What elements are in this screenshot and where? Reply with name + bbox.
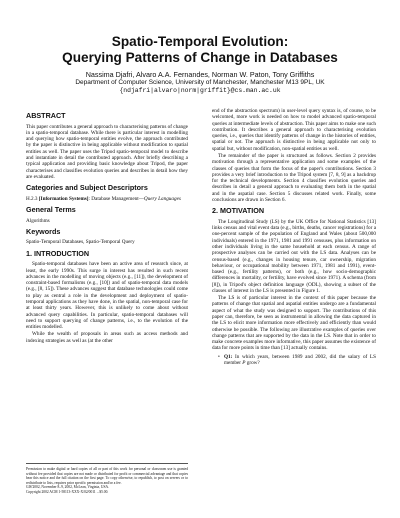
- left-column: [26, 112, 188, 345]
- query-text: In which years, between 1989 and 2002, did the salary of LS member: [224, 353, 376, 366]
- query-item: [218, 354, 376, 367]
- intro-paragraph-2: While the wealth of proposals in areas such as access methods and indexing strategies as well as (at the other: [26, 331, 188, 344]
- categories-code: H.2.3: [26, 195, 39, 202]
- copyright-acm: Copyright 2002 ACM 1-58113-XXX-X/02/0011 ...$5.00.: [26, 489, 109, 494]
- terms-heading: General Terms: [26, 205, 76, 214]
- terms-text: Algorithms: [26, 217, 50, 224]
- query-variable: P: [242, 360, 246, 366]
- copyright-conference: GIS'2002, November 8–9, 2002, McLean, Virginia, USA.: [26, 485, 109, 489]
- copyright-notice: [26, 463, 188, 494]
- right-paragraph-1: end of the abstraction spectrum) in user-level query syntax is, of course, to be welcomed, more work is needed on how to model advanced spatio-temporal queries at intermediate levels of abstraction. This paper aims to make one such contribution. It describes a general approach to characterising evolution queries, i.e., queries that identify patterns of change in the histories of entities, spatial or not. The approach is distinctive in being applicable not only to spatial but, without modification, non-spatial entities as well.: [212, 108, 376, 152]
- paper-title: [0, 34, 400, 65]
- abstract-heading: ABSTRACT: [26, 111, 66, 120]
- intro-heading: 1. INTRODUCTION: [26, 248, 90, 258]
- keywords-text: Spatio-Temporal Databases, Spatio-Temporal Query: [26, 239, 135, 246]
- copyright-permission: Permission to make digital or hard copies of all or part of this work for personal or classroom use is granted without fee provided that copies are not made or distributed for profit or commercial advantage and that copies bear this notice and the full citation on the first page. To copy otherwise, to republish, to post on servers or to redistribute to lists, requires prior specific permission and/or a fee.: [26, 467, 188, 485]
- title-line-1: Spatio-Temporal Evolution:: [111, 34, 289, 49]
- categories-desc: : Database Management—: [88, 195, 144, 202]
- title-line-2: Querying Patterns of Change in Databases: [62, 49, 338, 65]
- motivation-heading: 2. MOTIVATION: [212, 206, 265, 216]
- motivation-paragraph-1: The Longitudinal Study (LS) by the UK Office for National Statistics [13] links census and vital event data (e.g., births, deaths, cancer registrations) for a one-percent sample of the population of England and Wales (about 500,000 individuals) entered in the 1971, 1981 and 1991 censuses, plus information on other individuals living in the same household at each census. A range of prospective analyses can be carried out with the LS data. Analyses can be census-based (e.g., changes in housing tenure, car ownership, migration behaviour, or occupational mobility between 1971, 1981 and 1991), event-based (e.g., fertility patterns), or both (e.g., how socio-demographic differences in mortality, or fertility, have evolved since 1971). A schema (from [8]), in Tripod's object definition language (ODL), showing a subset of the classes of interest in the LS is presented in Figure 1.: [212, 218, 376, 294]
- intro-paragraph-1: Spatio-temporal databases have been an active area of research since, at least, the early 1990s. This surge in interest has resulted in such recent advances in the modelling of moving objects (e.g., [11]), the development of constraint-based formalisms (e.g., [10]) and of spatio-temporal data models (e.g., [8, 15]). These advances suggest that database technologies could come to play as central a role in the development and deployment of spatio-temporal applications as they have done, in the spatial, non-temporal case for at least thirty years. However, this is unlikely to come about without advanced query capabilities. In particular, spatio-temporal databases will need to support querying of change patterns, i.e., to the evolution of the entities modelled.: [26, 261, 188, 331]
- author-names: Nassima Djafri, Alvaro A.A. Fernandes, Norman W. Paton, Tony Griffiths: [85, 70, 315, 79]
- categories-text: [26, 196, 188, 202]
- query-end: grow?: [245, 360, 260, 366]
- categories-italic: Query Languages: [143, 195, 181, 202]
- categories-label: [Information Systems]: [38, 195, 89, 202]
- query-label: Q1:: [224, 353, 233, 360]
- motivation-paragraph-2: The LS is of particular interest in the context of this paper because the patterns of change that spatial and aspatial entities undergo are a fundamental aspect of what the study was designed to support. The contributions of this paper can, therefore, be seen as instrumental in allowing the data captured in the LS to elicit more information more effectively and efficiently than would otherwise be possible. The following are illustrative examples of queries over change patterns that are supported by the data in the LS. Note that in order to make concrete examples more informative, this paper assumes the existence of data for more points in time than [13] actually contains.: [212, 295, 376, 352]
- query-list: [212, 354, 376, 367]
- right-paragraph-2: The remainder of the paper is structured as follows. Section 2 provides motivation through a representative application and some examples of the classes of queries that form the focus of the paper's contributions. Section 3 provides a very brief introduction to the Tripod system [7, 8, 9] as a backdrop for the technical developments. Section 4 classifies evolution queries and describes in detail a general approach to evaluating them both in the spatial and in the aspatial case. Section 5 discusses related work. Finally, some conclusions are drawn in Section 6.: [212, 152, 376, 203]
- right-column: [212, 108, 376, 366]
- author-affiliation: Department of Computer Science, University of Manchester, Manchester M13 9PL, UK: [75, 79, 325, 86]
- author-block: [0, 70, 400, 95]
- categories-heading: Categories and Subject Descriptors: [26, 183, 148, 193]
- abstract-text: This paper contributes a general approach to characterising patterns of change in a spatio-temporal database. While there is particular interest in modelling and querying how spatio-temporal entities evolve, the approach contributed by the paper is distinctive in being applicable without modification to spatial entities as well. The paper uses the Tripod spatio-temporal model to describe and instantiate in detail the contributed approach. After briefly describing a typical application and providing basic knowledge about Tripod, the paper characterises and classifies evolution queries and describes in detail how they are evaluated.: [26, 123, 188, 180]
- author-email: {ndjafri|alvaro|norm|griffit}@cs.man.ac.uk: [119, 87, 281, 94]
- keywords-heading: Keywords: [26, 226, 61, 236]
